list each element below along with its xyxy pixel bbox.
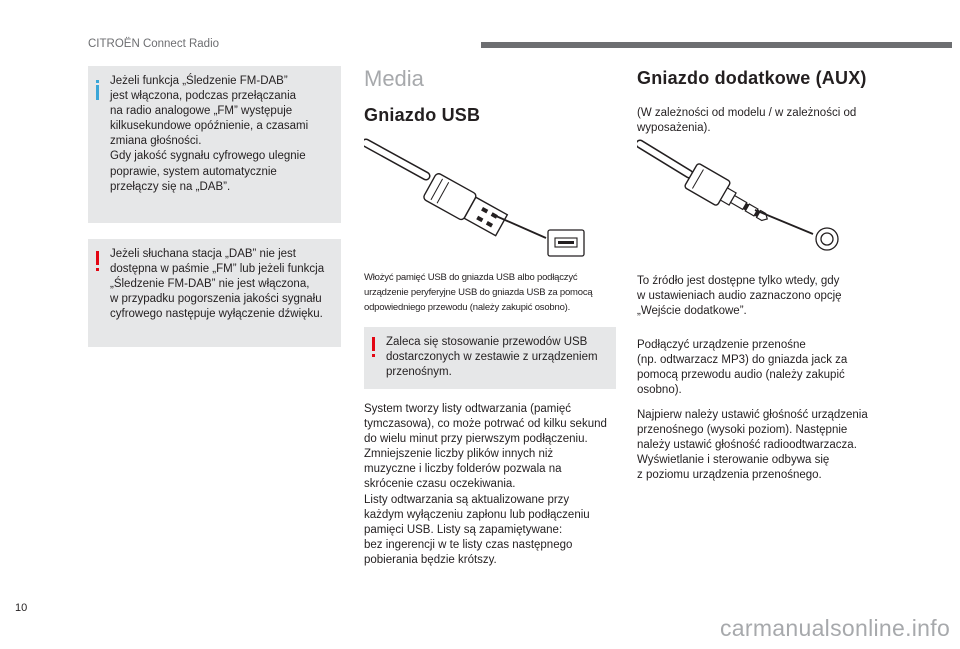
aux-paragraph-1: To źródło jest dostępne tylko wtedy, gdy w ustawieniach audio zaznaczono opcję „Wejście dodatkowe”.	[637, 275, 842, 318]
warning-icon	[372, 337, 375, 357]
section-title: Media	[364, 66, 424, 91]
info-note-box	[88, 66, 341, 223]
warning-note-text: Jeżeli słuchana stacja „DAB” nie jest dostępna w paśmie „FM” lub jeżeli funkcja „Śledzenie FM-DAB” nie jest włączona, w przypadku pogorszenia jakości sygnału cyfrowego następuje wyłączenie dźwięku.	[110, 248, 325, 321]
usb-body-text: System tworzy listy odtwarzania (pamięć tymczasowa), co może potrwać od kilku sekund do wielu minut przy pierwszym podłączeniu. Zmniejszenie liczby plików innych niż muzyczne i liczby folderów pozwala na skrócenie czasu oczekiwania. Listy odtwarzania są aktualizowane przy każdym wyłączeniu zapłonu lub podłączeniu pamięci USB. Listy są zapamiętywane: bez ingerencji w te listy czas następnego pobierania będzie krótszy.	[364, 403, 607, 566]
usb-caption: Włożyć pamięć USB do gniazda USB albo podłączyć urządzenie peryferyjne USB do gniazda USB za pomocą odpowiedniego przewodu (należy zakupić osobno).	[364, 272, 593, 313]
aux-paragraph-2: Podłączyć urządzenie przenośne (np. odtwarzacz MP3) do gniazda jack za pomocą przewodu audio (należy zakupić osobno).	[637, 339, 848, 397]
aux-intro-text: (W zależności od modelu / w zależności od wyposażenia).	[637, 107, 857, 135]
aux-heading: Gniazdo dodatkowe (AUX)	[637, 68, 867, 88]
usb-illustration	[364, 138, 594, 260]
aux-jack-illustration	[637, 136, 847, 256]
info-note-text: Jeżeli funkcja „Śledzenie FM-DAB” jest włączona, podczas przełączania na radio analogowe „FM” występuje kilkusekundowe opóźnienie, a czasami zmiana głośności. Gdy jakość sygnału cyfrowego ulegnie poprawie, system automatycznie przełączy się na „DAB”.	[110, 75, 309, 193]
usb-warning-note-text: Zaleca się stosowanie przewodów USB dostarczonych w zestawie z urządzeniem przenośnym.	[386, 336, 598, 379]
info-icon	[96, 80, 99, 100]
header-divider-bar	[481, 42, 952, 48]
usb-warning-note-box	[364, 327, 616, 389]
usb-heading: Gniazdo USB	[364, 105, 481, 125]
warning-icon	[96, 251, 99, 271]
running-header-title: CITROËN Connect Radio	[88, 38, 220, 50]
page-number: 10	[15, 602, 28, 614]
aux-paragraph-3: Najpierw należy ustawić głośność urządzenia przenośnego (wysoki poziom). Następnie należy ustawić głośność radioodtwarzacza. Wyświetlanie i sterowanie odbywa się z poziomu urządzenia przenośnego.	[637, 409, 868, 482]
warning-note-box	[88, 239, 341, 347]
watermark: carmanualsonline.info	[720, 615, 951, 641]
